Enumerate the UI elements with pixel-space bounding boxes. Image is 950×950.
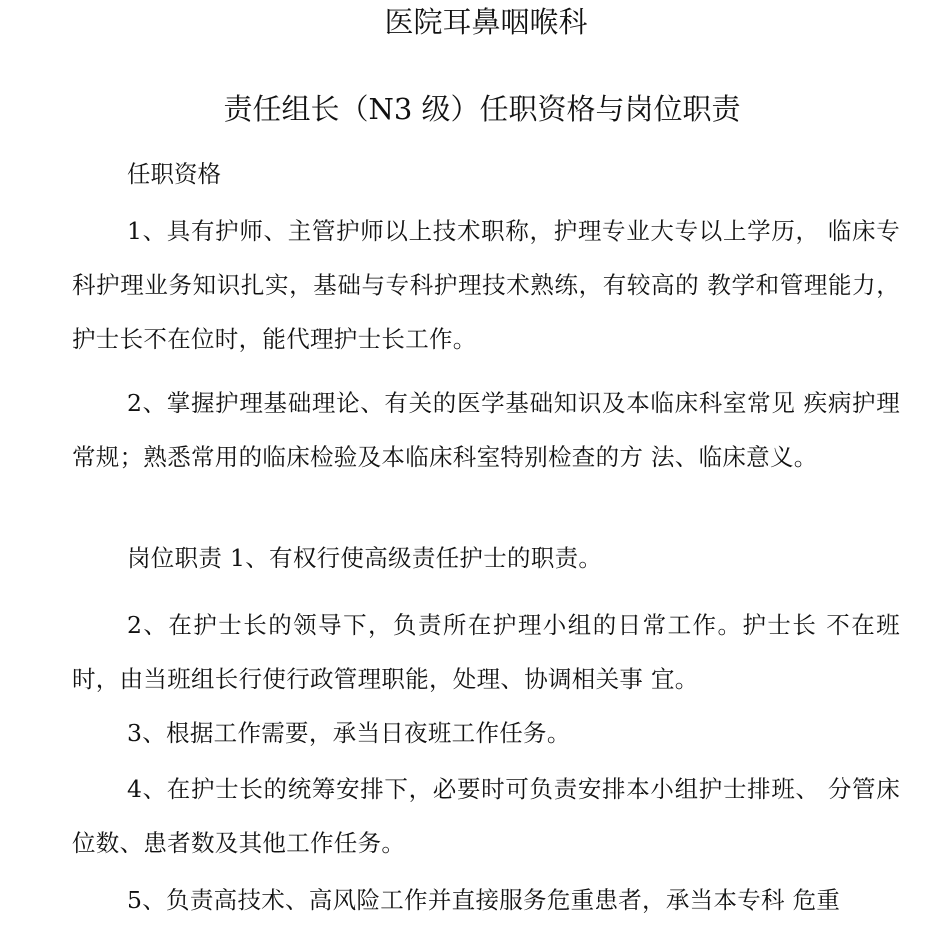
duty-item-1: 岗位职责 1、有权行使高级责任护士的职责。 [127, 544, 603, 572]
duty-item-5: 5、负责高技术、高风险工作并直接服务危重患者，承当本专科 危重 [127, 886, 841, 914]
duty-item-3: 3、根据工作需要，承当日夜班工作任务。 [127, 719, 571, 747]
qualifications-heading: 任职资格 [127, 160, 221, 188]
qualification-item-1: 1、具有护师、主管护师以上技术职称，护理专业大专以上学历， 临床专科护理业务知识扎实，基础与专科护理技术熟练，有较高的 教学和管理能力，护士长不在位时，能代理护士长工作。 [72, 217, 900, 353]
duty-item-2: 2、在护士长的领导下，负责所在护理小组的日常工作。护士长 不在班时，由当班组长行使行政管理职能，处理、协调相关事 宜。 [72, 611, 900, 693]
document-title-position: 责任组长（N3 级）任职资格与岗位职责 [223, 92, 741, 126]
document-title-department: 医院耳鼻咽喉科 [384, 5, 588, 39]
duty-item-4: 4、在护士长的统筹安排下，必要时可负责安排本小组护士排班、 分管床位数、患者数及其他工作任务。 [72, 775, 900, 857]
qualification-item-2: 2、掌握护理基础理论、有关的医学基础知识及本临床科室常见 疾病护理常规；熟悉常用的临床检验及本临床科室特别检查的方 法、临床意义。 [72, 389, 900, 471]
